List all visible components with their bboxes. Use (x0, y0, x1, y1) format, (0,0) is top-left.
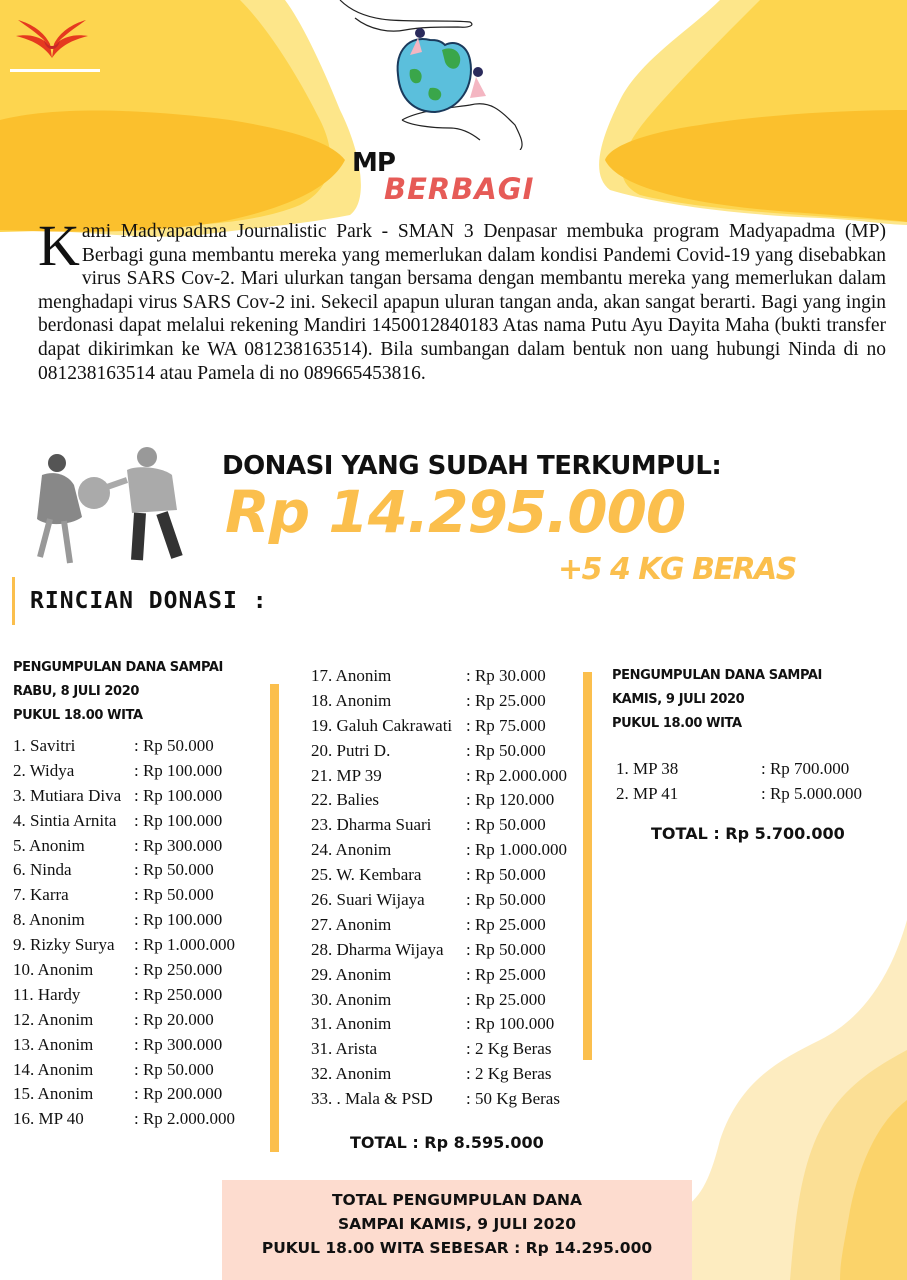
donation-row (311, 689, 581, 714)
grand-total-line: SAMPAI KAMIS, 9 JULI 2020 (337, 1215, 577, 1233)
donor-name: 22. Balies (311, 790, 379, 810)
donation-row (13, 883, 263, 908)
donation-row (13, 1033, 263, 1058)
donation-row (311, 1062, 581, 1087)
donation-row (311, 1037, 581, 1062)
donation-row (13, 908, 263, 933)
donation-row (616, 757, 876, 782)
donor-name: 17. Anonim (311, 666, 392, 685)
donor-name: 31. Arista (311, 1039, 378, 1059)
donation-value: : Rp 250.000 (134, 984, 223, 1004)
donation-list-col3 (616, 757, 876, 807)
section1-heading (13, 656, 223, 728)
section2-heading-line: PUKUL 18.00 WITA (612, 716, 742, 731)
donation-value: : Rp 25.000 (466, 914, 546, 934)
donation-row (311, 764, 581, 789)
donation-value: : Rp 50.000 (134, 736, 214, 755)
donor-name: 2. MP 41 (616, 783, 679, 803)
donor-name: 25. W. Kembara (311, 865, 422, 885)
donation-value: : Rp 200.000 (134, 1084, 223, 1104)
donation-value: : Rp 25.000 (466, 964, 546, 984)
donation-value: : Rp 25.000 (466, 989, 546, 1009)
donor-name: 4. Sintia Arnita (13, 810, 117, 830)
donor-name: 32. Anonim (311, 1064, 392, 1084)
donation-row (13, 1107, 263, 1132)
donation-value: : 2 Kg Beras (466, 1039, 552, 1059)
donation-row (311, 838, 581, 863)
donation-row (13, 1082, 263, 1107)
donation-rice-total: +5 4 KG BERAS (558, 552, 796, 587)
donor-name: 14. Anonim (13, 1059, 94, 1079)
donation-row (311, 1012, 581, 1037)
title-berbagi: BERBAGI (384, 172, 535, 206)
donation-row (311, 813, 581, 838)
donation-row (13, 1008, 263, 1033)
donation-row (311, 714, 581, 739)
donor-name: 28. Dharma Wijaya (311, 939, 444, 959)
donor-name: 21. MP 39 (311, 765, 382, 785)
donation-value: : Rp 50.000 (134, 860, 214, 880)
details-title: RINCIAN DONASI : (30, 588, 268, 614)
donation-value: : Rp 50.000 (466, 815, 546, 835)
donation-value: : Rp 300.000 (134, 1034, 223, 1054)
donation-list-col1 (13, 734, 263, 1132)
rincian-accent-bar (12, 577, 15, 625)
donation-value: : Rp 50.000 (134, 885, 214, 905)
divider-bar-2 (583, 672, 592, 1060)
donation-row (13, 759, 263, 784)
donation-row (13, 784, 263, 809)
donation-value: : Rp 20.000 (134, 1009, 214, 1029)
donor-name: 11. Hardy (13, 984, 81, 1004)
donation-row (13, 834, 263, 859)
donation-value: : 50 Kg Beras (466, 1089, 560, 1109)
donation-row (311, 664, 581, 689)
section2-total: TOTAL : Rp 5.700.000 (651, 824, 845, 843)
donation-value: : Rp 25.000 (466, 690, 546, 710)
donor-name: 16. MP 40 (13, 1109, 84, 1129)
section1-heading-line: PUKUL 18.00 WITA (13, 708, 143, 723)
donation-list-col2 (311, 664, 581, 1112)
donor-name: 8. Anonim (13, 910, 85, 930)
donation-row (311, 963, 581, 988)
donation-value: : Rp 100.000 (134, 760, 223, 780)
donation-row (13, 958, 263, 983)
madyapadma-logo-icon (14, 18, 90, 60)
donation-row (13, 858, 263, 883)
donor-name: 23. Dharma Suari (311, 815, 432, 835)
donor-name: 31. Anonim (311, 1014, 392, 1034)
donor-name: 33. . Mala & PSD (311, 1089, 433, 1109)
intro-dropcap: K (38, 213, 80, 278)
donor-name: 5. Anonim (13, 835, 85, 855)
donation-value: : Rp 30.000 (466, 666, 546, 685)
divider-bar-1 (270, 684, 279, 1152)
donor-name: 1. Savitri (13, 736, 76, 755)
section1-heading-line: RABU, 8 JULI 2020 (13, 684, 139, 699)
donation-value: : Rp 100.000 (134, 810, 223, 830)
donation-total-amount: Rp 14.295.000 (225, 478, 686, 546)
donation-row (13, 734, 263, 759)
donation-value: : Rp 2.000.000 (466, 765, 568, 785)
donation-row (311, 788, 581, 813)
donation-row (13, 1058, 263, 1083)
grand-total-text (222, 1188, 692, 1260)
section1-total: TOTAL : Rp 8.595.000 (350, 1133, 544, 1152)
donor-name: 26. Suari Wijaya (311, 890, 425, 910)
donation-row (311, 988, 581, 1013)
donation-value: : Rp 1.000.000 (466, 840, 568, 860)
donation-value: : Rp 50.000 (466, 890, 546, 910)
donation-row (13, 983, 263, 1008)
donation-value: : Rp 300.000 (134, 835, 223, 855)
donation-value: : Rp 120.000 (466, 790, 555, 810)
donor-name: 30. Anonim (311, 989, 392, 1009)
donor-name: 9. Rizky Surya (13, 935, 115, 955)
donation-value: : Rp 100.000 (466, 1014, 555, 1034)
donor-name: 29. Anonim (311, 964, 392, 984)
donation-value: : Rp 700.000 (761, 759, 850, 778)
donor-name: 18. Anonim (311, 690, 392, 710)
donation-row (311, 938, 581, 963)
donor-name: 12. Anonim (13, 1009, 94, 1029)
donor-name: 13. Anonim (13, 1034, 94, 1054)
donation-value: : Rp 50.000 (466, 939, 546, 959)
grand-total-line: TOTAL PENGUMPULAN DANA (331, 1191, 583, 1209)
donor-name: 6. Ninda (13, 860, 72, 880)
donation-value: : Rp 250.000 (134, 960, 223, 980)
donor-name: 3. Mutiara Diva (13, 785, 122, 805)
logo-underline (10, 69, 100, 72)
intro-paragraph (38, 213, 886, 385)
donation-value: : Rp 2.000.000 (134, 1109, 236, 1129)
donation-row (616, 782, 876, 807)
donor-name: 1. MP 38 (616, 759, 679, 778)
grand-total-line: PUKUL 18.00 WITA SEBESAR : Rp 14.295.000 (261, 1239, 653, 1257)
donor-name: 19. Galuh Cakrawati (311, 715, 453, 735)
section2-heading-line: KAMIS, 9 JULI 2020 (612, 692, 745, 707)
donor-name: 20. Putri D. (311, 740, 391, 760)
donation-value: : Rp 50.000 (134, 1059, 214, 1079)
section1-heading-line: PENGUMPULAN DANA SAMPAI (13, 660, 223, 675)
section2-heading-line: PENGUMPULAN DANA SAMPAI (612, 668, 822, 683)
hands-globe-illustration (330, 0, 550, 150)
donor-name: 24. Anonim (311, 840, 392, 860)
people-donation-illustration (12, 445, 212, 567)
donor-name: 10. Anonim (13, 960, 94, 980)
donation-value: : Rp 50.000 (466, 740, 546, 760)
donor-name: 7. Karra (13, 885, 69, 905)
donation-value: : Rp 50.000 (466, 865, 546, 885)
donation-row (311, 913, 581, 938)
intro-text: ami Madyapadma Journalistic Park - SMAN 3 Denpasar membuka program Madyapadma (MP) Berbagi guna membantu mereka yang memerlukan dalam kondisi Pandemi Covid-19 yang disebabkan virus SARS Cov-2. Mari ulurkan tangan bersama dengan membantu mereka yang memerlukan dalam menghadapi virus SARS Cov-2 ini. Sekecil apapun uluran tangan anda, akan sangat berarti. Bagi yang ingin berdonasi dapat melalui rekening Mandiri 1450012840183 Atas nama Putu Ayu Dayita Maha (bukti transfer dapat dikirimkan ke WA 081238163514). Bila sumbangan dalam bentuk non uang hubungi Ninda di no 081238163514 atau Pamela di no 089665453816. (38, 221, 886, 384)
donation-row (13, 933, 263, 958)
donation-row (311, 888, 581, 913)
donation-row (13, 809, 263, 834)
donation-row (311, 739, 581, 764)
donation-collected-title: DONASI YANG SUDAH TERKUMPUL: (222, 451, 722, 481)
donation-value: : Rp 5.000.000 (761, 783, 863, 803)
donation-value: : 2 Kg Beras (466, 1064, 552, 1084)
donation-value: : Rp 100.000 (134, 910, 223, 930)
donation-row (311, 1087, 581, 1112)
donation-value: : Rp 1.000.000 (134, 935, 236, 955)
donation-value: : Rp 100.000 (134, 785, 223, 805)
donation-value: : Rp 75.000 (466, 715, 546, 735)
title-mp: MP (352, 148, 395, 178)
donation-row (311, 863, 581, 888)
donor-name: 27. Anonim (311, 914, 392, 934)
section2-heading (612, 664, 822, 736)
donor-name: 2. Widya (13, 760, 75, 780)
donor-name: 15. Anonim (13, 1084, 94, 1104)
